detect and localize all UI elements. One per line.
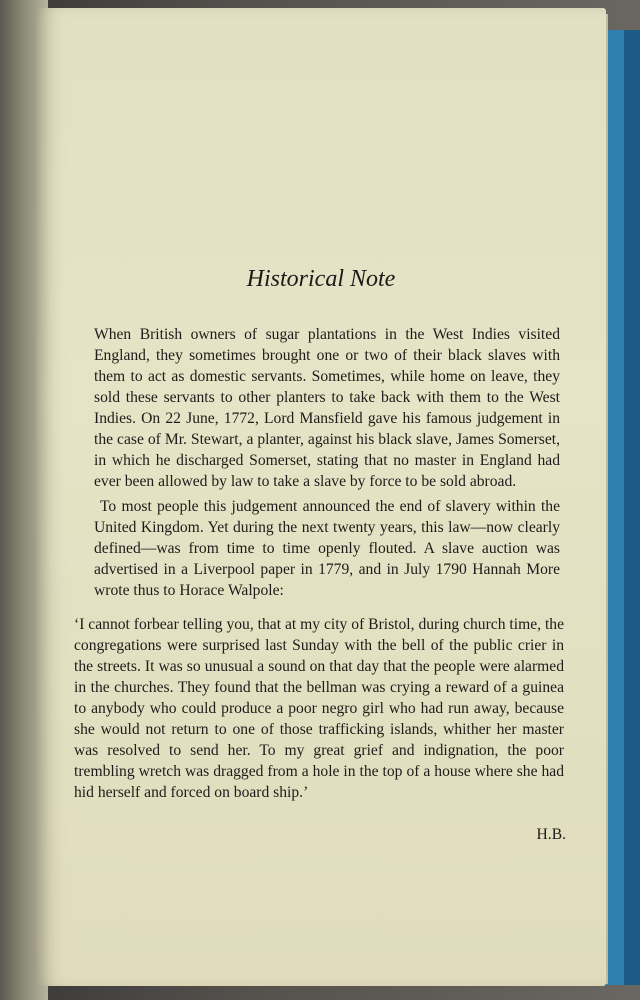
signature: H.B. [536,826,566,843]
book-page [36,8,606,986]
paragraph-2: To most people this judgement announced the end of slavery within the United Kingdom. Yet during the next twenty years, this law—now clearly defined—was from time to time openly flouted. A slave auction was advertised in a Liverpool paper in 1779, and in July 1790 Hannah More wrote thus to Horace Walpole: [94,498,560,599]
book-cover-edge [624,30,640,985]
paragraph-1: When British owners of sugar plantations in the West Indies visited England, they sometimes brought one or two of their black slaves with them to act as domestic servants. Sometimes, while home on leave, they sold these servants to other planters to take back with them to the West Indies. On 22 June, 1772, Lord Mansfield gave his famous judgement in the case of Mr. Stewart, a planter, against his black slave, James Somerset, in which he discharged Somerset, stating that no master in England had ever been allowed by law to take a slave by force to be sold abroad. [94,326,560,490]
block-quote: ‘I cannot forbear telling you, that at my city of Bristol, during church time, the congregations were surprised last Sunday with the bell of the public crier in the streets. It was so unusual a sound on that day that the people were alarmed in the churches. They found that the bellman was crying a reward of a guinea to anybody who could produce a poor negro girl who had run away, because she would not return to one of those trafficking islands, whither her master was resolved to send her. To my great grief and indignation, the poor trembling wretch was dragged from a hole in the top of a house where she had hid herself and forced on board ship.’ [74,616,564,801]
page-title: Historical Note [246,266,396,292]
